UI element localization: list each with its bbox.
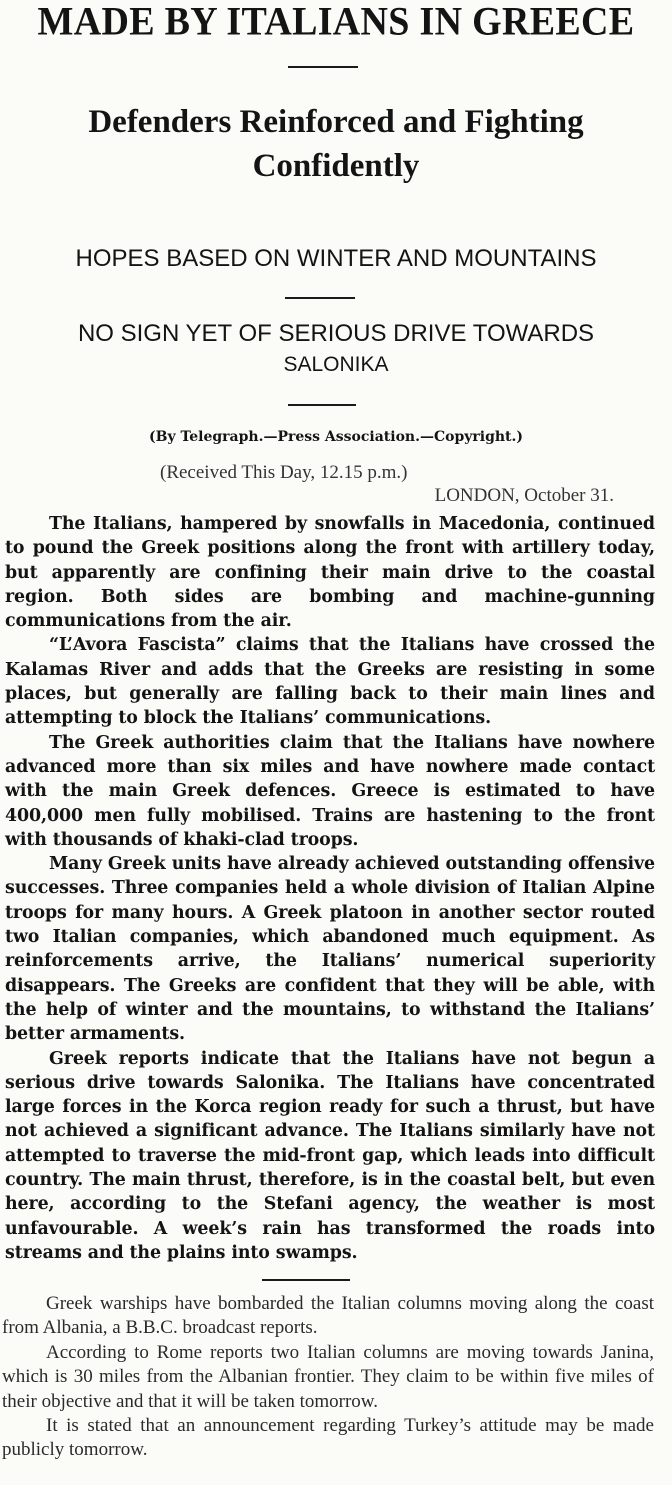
late-paragraph: According to Rome reports two Italian columns are moving towards Janina, which is 30 miles from the Albanian frontier. They claim to be within five miles of their objective and that it will be taken tomorrow. — [2, 1341, 654, 1412]
late-news — [2, 1292, 654, 1463]
deck-primary: Defenders Reinforced and Fighting Confidently — [88, 104, 584, 184]
received-note: (Received This Day, 12.15 p.m.) — [160, 462, 408, 483]
deck-rule — [285, 297, 355, 299]
paragraph: Greek reports indicate that the Italians have not begun a serious drive towards Salonika. The Italians have concentrated large forces in the Korca region ready for such a thrust, but have not achieved a significant advance. The Italians similarly have not attempted to traverse the mid-front gap, which leads into difficult country. The main thrust, therefore, is in the coastal belt, but even here, according to the Stefani agency, the weather is most unfavourable. A week’s rain has transformed the roads into streams and the plains into swamps. — [5, 1048, 655, 1263]
paragraph: The Greek authorities claim that the Italians have nowhere advanced more than six miles and have nowhere made contact with the main Greek defences. Greece is estimated to have 400,000 men fully mobilised. Trains are hastening to the front with thousands of khaki-clad troops. — [5, 732, 655, 850]
deck-tertiary-line2: SALONIKA — [283, 353, 389, 376]
paragraph: Many Greek units have already achieved outstanding offensive successes. Three companies held a whole division of Italian Alpine troops for many hours. A Greek platoon in another sector routed two Italian companies, which abandoned much equipment. As reinforcements arrive, the Italians’ numerical superiority disappears. The Greeks are confident that they will be able, with the help of winter and the mountains, to withstand the Italians’ better armaments. — [5, 854, 655, 1045]
late-paragraph: It is stated that an announcement regarding Turkey’s attitude may be made publicly tomorrow. — [2, 1415, 654, 1461]
headline-rule — [288, 66, 358, 68]
late-paragraph: Greek warships have bombarded the Italian columns moving along the coast from Albania, a B.B.C. broadcast reports. — [2, 1293, 654, 1339]
paragraph: “L’Avora Fascista” claims that the Italians have crossed the Kalamas River and adds that the Greeks are resisting in some places, but generally are falling back to their main lines and attempting to block the Italians’ communications. — [5, 635, 655, 729]
deck-secondary: HOPES BASED ON WINTER AND MOUNTAINS — [75, 245, 597, 272]
byline: (By Telegraph.—Press Association.—Copyright.) — [148, 429, 524, 445]
dateline: LONDON, October 31. — [434, 485, 614, 506]
article-body — [5, 512, 655, 1265]
headline: MADE BY ITALIANS IN GREECE — [37, 0, 635, 45]
paragraph: The Italians, hampered by snowfalls in Macedonia, continued to pound the Greek positions along the front with artillery today, but apparently are confining their main drive to the coastal region. Both sides are bombing and machine-gunning communications from the air. — [5, 514, 655, 632]
byline-rule — [288, 404, 356, 406]
deck-tertiary — [0, 318, 672, 380]
deck-tertiary-line1: NO SIGN YET OF SERIOUS DRIVE TOWARDS — [77, 320, 595, 347]
late-news-rule — [262, 1279, 350, 1281]
